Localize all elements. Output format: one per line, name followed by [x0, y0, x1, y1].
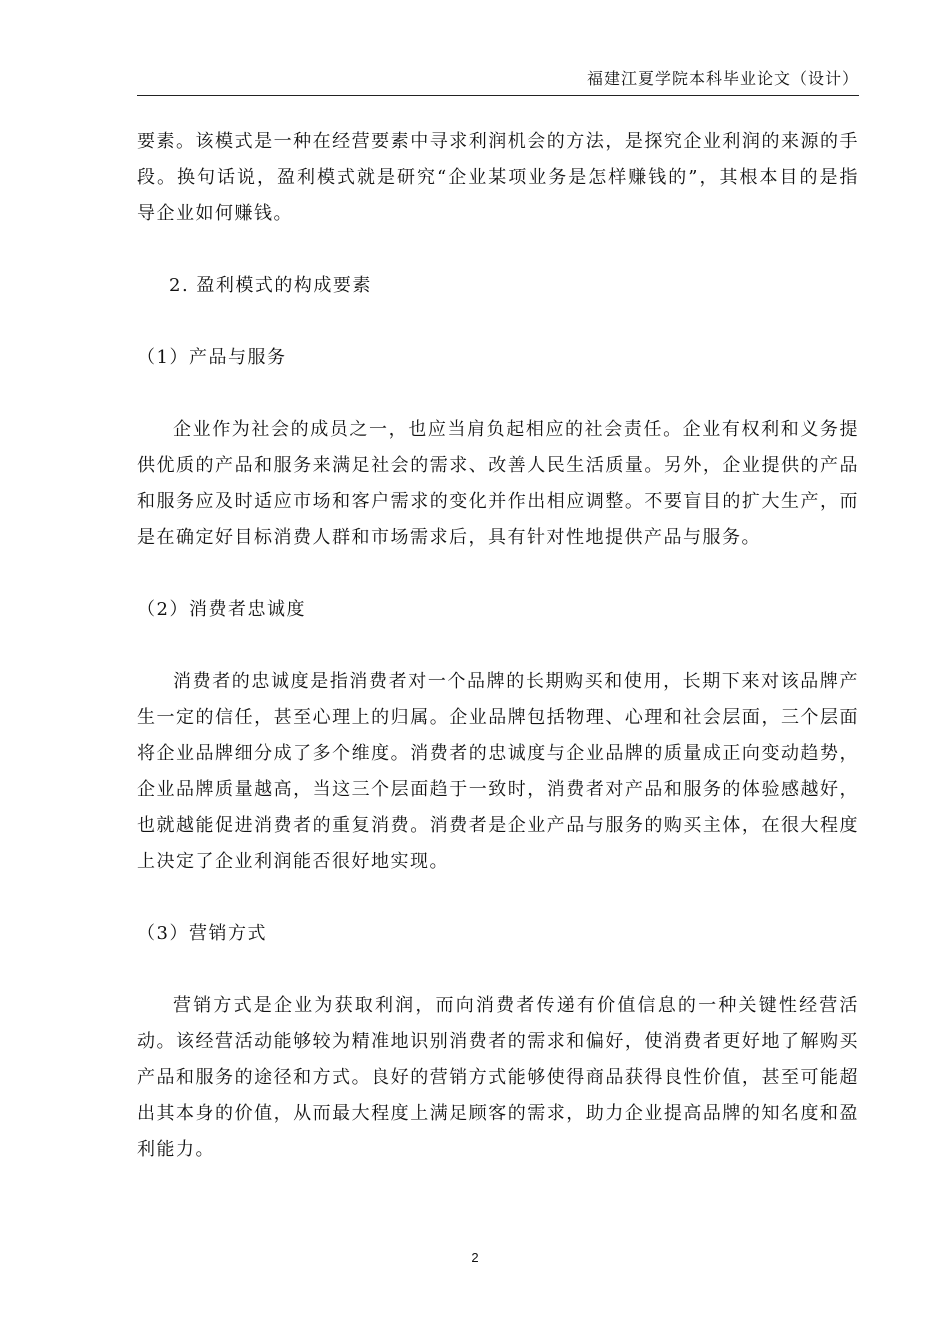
subsection-heading-marketing: （3）营销方式	[137, 923, 267, 944]
paragraph-products: 企业作为社会的成员之一，也应当肩负起相应的社会责任。企业有权利和义务提供优质的产品和服务来满足社会的需求、改善人民生活质量。另外，企业提供的产品和服务应及时适应市场和客户需求的变化并作出相应调整。不要盲目的扩大生产，而是在确定好目标消费人群和市场需求后，具有针对性地提供产品与服务。	[137, 419, 859, 548]
running-header: 福建江夏学院本科毕业论文（设计）	[137, 66, 859, 96]
subsection-heading-products: （1）产品与服务	[137, 347, 287, 368]
section-heading-2: 2. 盈利模式的构成要素	[169, 275, 372, 296]
subsection-heading-loyalty: （2）消费者忠诚度	[137, 599, 306, 620]
page-body	[137, 124, 859, 1168]
page-number: 2	[471, 1250, 479, 1265]
paragraph-continued: 要素。该模式是一种在经营要素中寻求利润机会的方法，是探究企业利润的来源的手段。换句话说，盈利模式就是研究“企业某项业务是怎样赚钱的”，其根本目的是指导企业如何赚钱。	[137, 131, 859, 224]
paragraph-marketing: 营销方式是企业为获取利润，而向消费者传递有价值信息的一种关键性经营活动。该经营活动能够较为精准地识别消费者的需求和偏好，使消费者更好地了解购买产品和服务的途径和方式。良好的营销方式能够使得商品获得良性价值，甚至可能超出其本身的价值，从而最大程度上满足顾客的需求，助力企业提高品牌的知名度和盈利能力。	[137, 995, 859, 1160]
paragraph-loyalty: 消费者的忠诚度是指消费者对一个品牌的长期购买和使用，长期下来对该品牌产生一定的信任，甚至心理上的归属。企业品牌包括物理、心理和社会层面，三个层面将企业品牌细分成了多个维度。消费者的忠诚度与企业品牌的质量成正向变动趋势，企业品牌质量越高，当这三个层面趋于一致时，消费者对产品和服务的体验感越好，也就越能促进消费者的重复消费。消费者是企业产品与服务的购买主体，在很大程度上决定了企业利润能否很好地实现。	[137, 671, 859, 872]
